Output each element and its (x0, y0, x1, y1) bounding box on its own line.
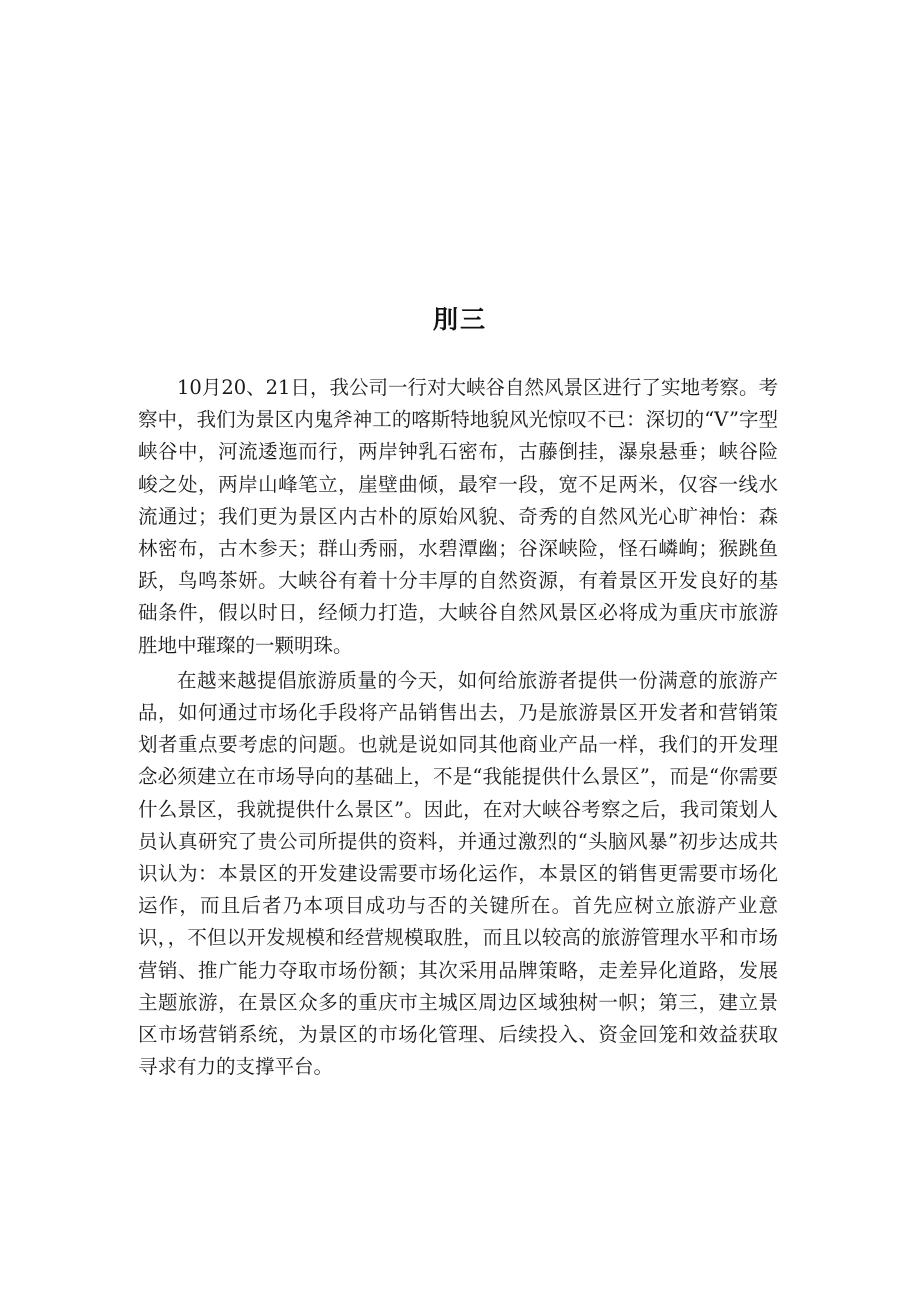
page-title: 刖三 (432, 305, 487, 334)
paragraph-2: 在越来越提倡旅游质量的今天，如何给旅游者提供一份满意的旅游产品，如何通过市场化手段将产品销售出去，乃是旅游景区开发者和营销策划者重点要考虑的问题。也就是说如同其他商业产品一样，我们的开发理念必须建立在市场导向的基础上，不是“我能提供什么景区”，而是“你需要什么景区，我就提供什么景区”。因此，在对大峡谷考察之后，我司策划人员认真研究了贵公司所提供的资料，并通过激烈的“头脑风暴”初步达成共识认为：本景区的开发建设需要市场化运作，本景区的销售更需要市场化运作，而且后者乃本项目成功与否的关键所在。首先应树立旅游产业意识，，不但以开发规模和经营规模取胜，而且以较高的旅游管理水平和市场营销、推广能力夺取市场份额；其次采用品牌策略，走差异化道路，发展主题旅游，在景区众多的重庆市主城区周边区域独树一帜；第三，建立景区市场营销系统，为景区的市场化管理、后续投入、资金回笼和效益获取寻求有力的支撑平台。 (138, 668, 778, 1079)
paragraph-1: 10月20、21日，我公司一行对大峡谷自然风景区进行了实地考察。考察中，我们为景区内鬼斧神工的喀斯特地貌风光惊叹不已：深切的“V”字型峡谷中，河流逶迤而行，两岸钟乳石密布，古藤倒挂，瀑泉悬垂；峡谷险峻之处，两岸山峰笔立，崖壁曲倾，最窄一段，宽不足两米，仅容一线水流通过；我们更为景区内古朴的原始风貌、奇秀的自然风光心旷神怡：森林密布，古木参天；群山秀丽，水碧潭幽；谷深峡险，怪石嶙峋；猴跳鱼跃，鸟鸣茶妍。大峡谷有着十分丰厚的自然资源，有着景区开发良好的基础条件，假以时日，经倾力打造，大峡谷自然风景区必将成为重庆市旅游胜地中璀璨的一颗明珠。 (138, 376, 778, 657)
body-text (138, 372, 778, 1086)
